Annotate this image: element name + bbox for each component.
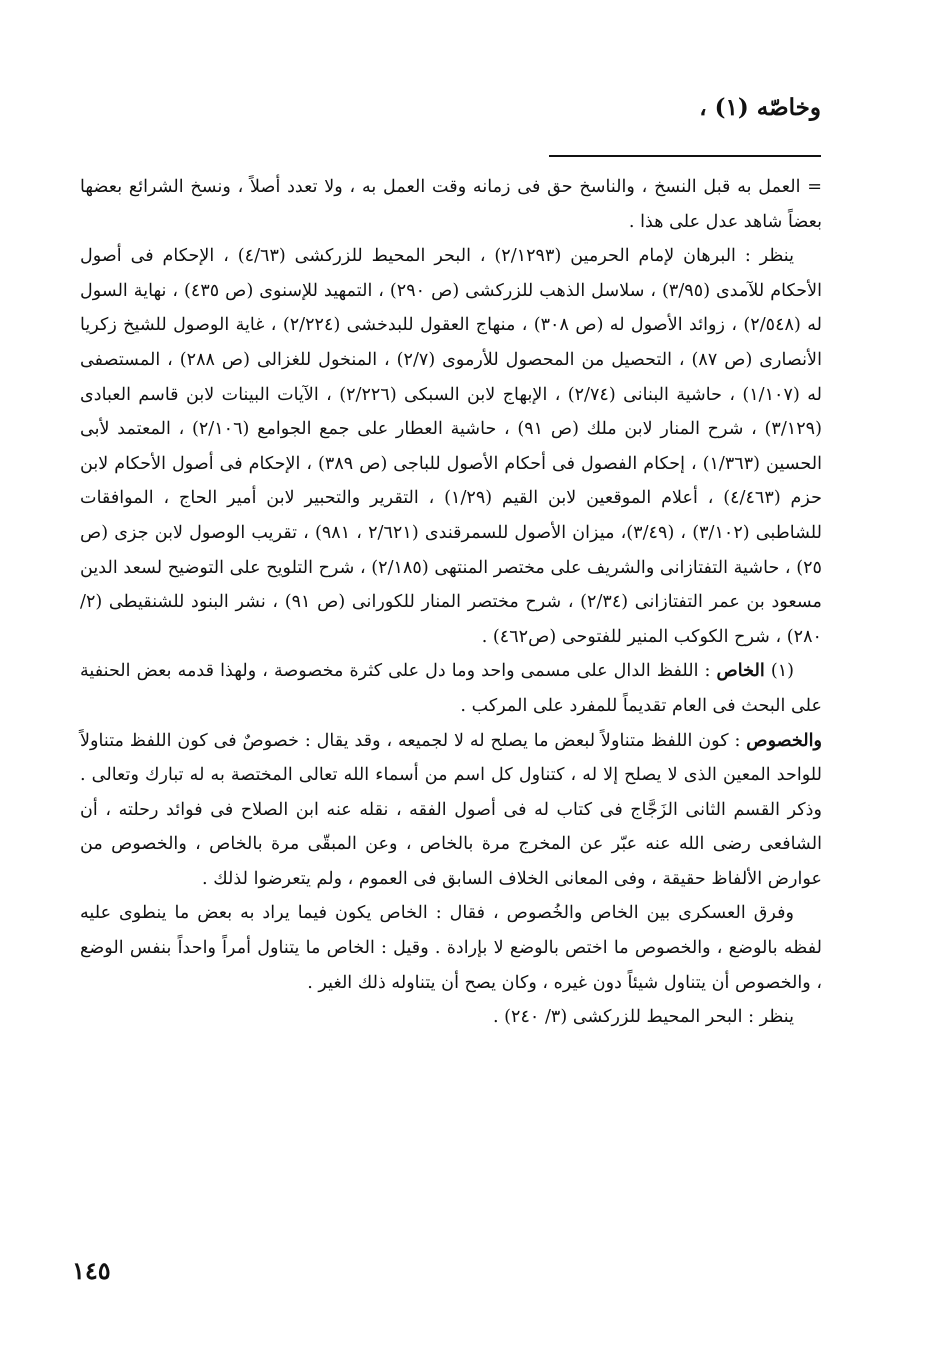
main-text-line: وخاصّه (١) ، <box>699 94 821 121</box>
footnote-marker: (١) <box>770 661 795 682</box>
footnote-continuation: = العمل به قبل النسخ ، والناسخ حق فى زمانه وقت العمل به ، ولا تعدد أصلاً ، ونسخ الشرائع بعضها بعضاً شاهد عدل على هذا . <box>80 177 822 232</box>
footnote-paragraph-khusus <box>80 724 822 897</box>
term-khass: الخاص <box>716 660 765 682</box>
footnote-sources: ينظر : البرهان لإمام الحرمين (٢/١٢٩٣) ، البحر المحيط للزركشى (٤/٦٣) ، الإحكام فى أصول الأحكام للآمدى (٣/٩٥) ، سلاسل الذهب للزركشى (ص ٢٩٠) ، التمهيد للإسنوى (ص ٤٣٥) ، نهاية السول له (٢/٥٤٨) ، زوائد الأصول له (ص ٣٠٨) ، منهاج العقول للبدخشى (٢/٢٢٤) ، غاية الوصول للشيخ زكريا الأنصارى (ص ٨٧) ، التحصيل من المحصول للأرموى (٢/٧) ، المنخول للغزالى (ص ٢٨٨) ، المستصفى له (١/١٠٧) ، حاشية البنانى (٢/٧٤) ، الإبهاج لابن السبكى (٢/٢٢٦) ، الآيات البينات لابن قاسم العبادى (٣/١٢٩) ، شرح المنار لابن ملك (ص ٩١) ، حاشية العطار على جمع الجوامع (٢/١٠٦) ، المعتمد لأبى الحسين (١/٣٦٣) ، إحكام الفصول فى أحكام الأصول للباجى (ص ٣٨٩) ، الإحكام فى أصول الأحكام لابن حزم (٤/٤٦٣) ، أعلام الموقعين لابن القيم (١/٢٩) ، التقرير والتحبير لابن أمير الحاج ، الموافقات للشاطبى (٣/١٠٢) ، (٣/٤٩)، ميزان الأصول للسمرقندى (٢/٦٢١ ، ٩٨١) ، تقريب الوصول لابن جزى (ص ٢٥) ، حاشية التفتازانى والشريف على مختصر المنتهى (٢/١٨٥) ، شرح التلويح على التوضيح لسعد الدين مسعود بن عمر التفتازانى (٢/٣٤) ، شرح مختصر المنار للكورانى (ص ٩١) ، نشر البنود للشنقيطى (٢/ ٢٨٠) ، شرح الكوكب المنير للفتوحى (ص٤٦٢) . <box>80 246 823 647</box>
footnote-1 <box>80 654 822 723</box>
page-number: ١٤٥ <box>72 1256 111 1285</box>
paragraph-khusus-text: : كون اللفظ متناولاً لبعض ما يصلح له لا لجميعه ، وقد يقال : خصوصٌ فى كون اللفظ متناولاً للواحد المعين الذى لا يصلح إلا له ، كتناول كل اسم من أسماء الله تعالى المختصة به له تبارك وتعالى . وذكر القسم الثانى الزَجَّاج فى كتاب له فى أصول الفقه ، نقله عنه ابن الصلاح فى فوائد رحلته ، أن الشافعى رضى الله عنه عبّر عن المخرج مرة بالخاص ، وعن المبقّى مرة بالخاص ، والخصوص من عوارض الألفاظ حقيقة ، وفى المعانى الخلاف السابق فى العموم ، ولم يتعرضوا لذلك . <box>80 730 822 889</box>
footnotes-block <box>80 170 822 1035</box>
footnote-paragraph-askari: وفرق العسكرى بين الخاص والخُصوص ، فقال : الخاص يكون فيما يراد به بعض ما ينطوى عليه لفظه بالوضع ، والخصوص ما اختص بالوضع لا بإرادة . وقيل : الخاص ما يتناول أمراً واحداً بنفس الوضع ، والخصوص أن يتناول شيئاً دون غيره ، وكان يصح أن يتناوله ذلك الغير . <box>80 903 822 993</box>
footnote-sources-2: ينظر : البحر المحيط للزركشى (٣/ ٢٤٠) . <box>492 1007 794 1028</box>
term-khusus: والخصوص <box>746 729 823 751</box>
footnote-separator <box>549 155 821 157</box>
footnote-1-text: : اللفظ الدال على مسمى واحد وما دل على كثرة مخصوصة ، ولهذا قدمه بعض الحنفية على البحث فى العام تقديماً للمفرد على المركب . <box>80 661 822 716</box>
